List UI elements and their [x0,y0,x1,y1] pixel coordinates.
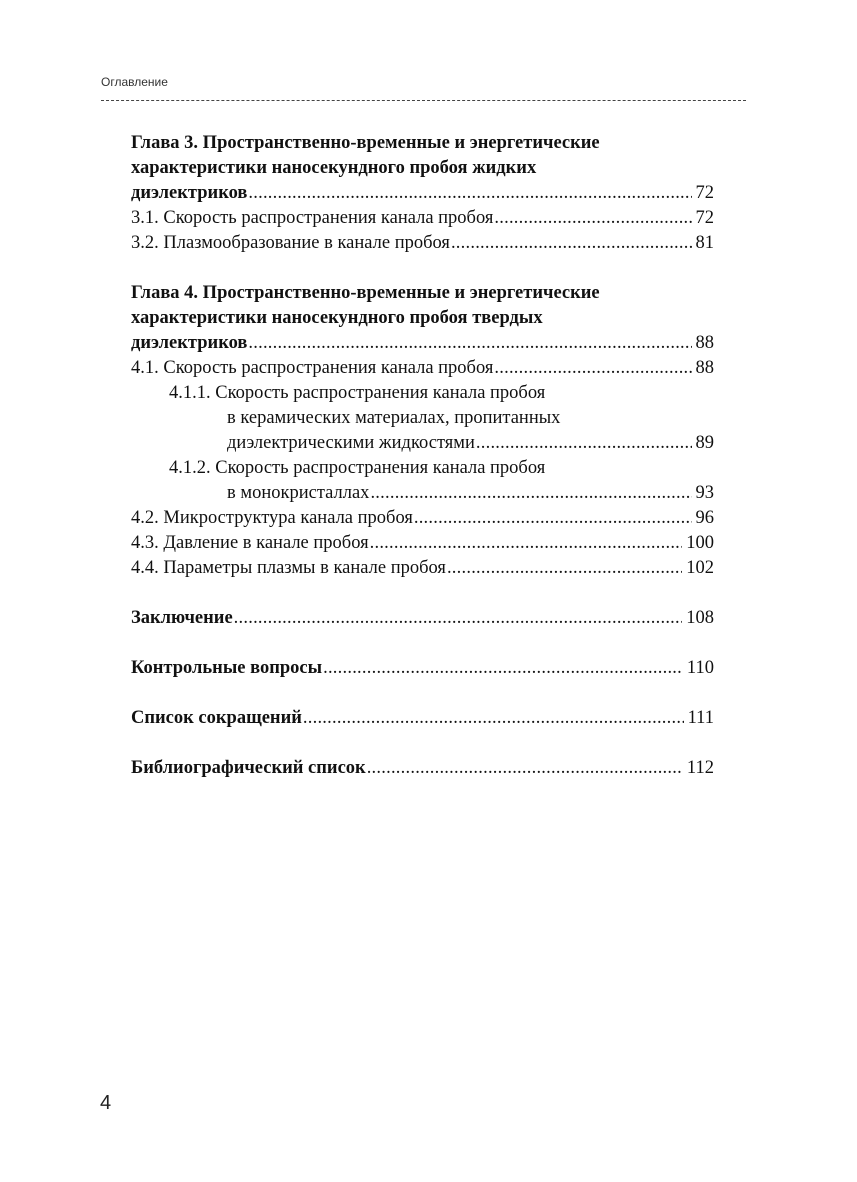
section-title: 4.3. Давление в канале пробоя [131,533,369,553]
toc-entry-conclusion[interactable] [131,606,714,631]
toc-entry-4-2[interactable] [131,506,714,531]
bibliography-title: Библиографический список [131,758,366,778]
page-ref: 108 [686,608,714,628]
toc-entry-4-4[interactable] [131,556,714,581]
subsection-4-1-1-line2: в керамических материалах, пропитанных [227,408,561,428]
dot-leader [494,356,691,381]
page-ref: 93 [695,483,714,503]
section-title: 4.1. Скорость распространения канала пробоя [131,358,494,378]
dot-leader [367,756,683,781]
toc-entry-abbreviations[interactable] [131,706,714,731]
chapter3-title-line2: характеристики наносекундного пробоя жидких [131,158,537,178]
spacer [131,681,714,706]
dot-leader [248,331,691,356]
page-ref: 88 [695,358,714,378]
dot-leader [323,656,683,681]
toc-entry-4-3[interactable] [131,531,714,556]
running-header: Оглавление [101,75,168,89]
page-ref: 89 [695,433,714,453]
spacer [131,256,714,281]
dot-leader [451,231,692,256]
dot-leader [370,481,691,506]
subsection-title: диэлектрическими жидкостями [227,433,475,453]
toc-entry-3-2[interactable] [131,231,714,256]
subsection-4-1-1-line1: 4.1.1. Скорость распространения канала пробоя [169,383,546,403]
toc-entry-3-1[interactable] [131,206,714,231]
chapter4-title-line1: Глава 4. Пространственно-временные и энергетические [131,283,600,303]
dot-leader [370,531,683,556]
dot-leader [234,606,683,631]
page-ref: 102 [686,558,714,578]
toc-entry-4-1-2[interactable] [131,481,714,506]
toc-entry-questions[interactable] [131,656,714,681]
page-ref: 112 [686,758,714,778]
toc-entry-chapter4[interactable] [131,331,714,356]
page-ref: 110 [686,658,714,678]
chapter3-title-line3: диэлектриков [131,183,248,203]
dot-leader [248,181,691,206]
toc-entry-chapter3[interactable] [131,181,714,206]
header-divider [101,100,746,101]
page-ref: 88 [695,333,714,353]
spacer [131,631,714,656]
dot-leader [303,706,684,731]
dot-leader [476,431,692,456]
conclusion-title: Заключение [131,608,233,628]
abbreviations-title: Список сокращений [131,708,302,728]
page-ref: 72 [695,208,714,228]
section-title: 4.2. Микроструктура канала пробоя [131,508,413,528]
toc-entry-bibliography[interactable] [131,756,714,781]
page-ref: 72 [695,183,714,203]
dot-leader [414,506,692,531]
spacer [131,731,714,756]
table-of-contents [131,131,714,781]
page-number: 4 [100,1092,112,1114]
chapter3-title-line1: Глава 3. Пространственно-временные и энергетические [131,133,600,153]
subsection-4-1-2-line1: 4.1.2. Скорость распространения канала пробоя [169,458,546,478]
dot-leader [447,556,682,581]
toc-entry-4-1[interactable] [131,356,714,381]
page-ref: 111 [687,708,714,728]
chapter4-title-line3: диэлектриков [131,333,248,353]
questions-title: Контрольные вопросы [131,658,323,678]
page-ref: 96 [695,508,714,528]
subsection-title: в монокристаллах [227,483,370,503]
section-title: 3.2. Плазмообразование в канале пробоя [131,233,450,253]
section-title: 4.4. Параметры плазмы в канале пробоя [131,558,446,578]
chapter4-title-line2: характеристики наносекундного пробоя твердых [131,308,543,328]
page-ref: 100 [686,533,714,553]
toc-entry-4-1-1[interactable] [131,431,714,456]
section-title: 3.1. Скорость распространения канала пробоя [131,208,494,228]
dot-leader [494,206,691,231]
spacer [131,581,714,606]
page-ref: 81 [695,233,714,253]
